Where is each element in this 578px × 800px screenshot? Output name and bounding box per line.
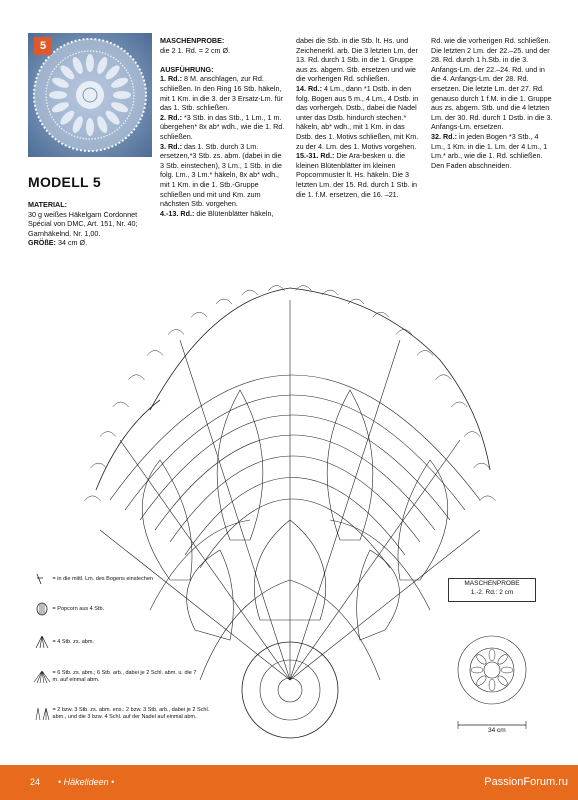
- round-1-label: 1. Rd.:: [160, 74, 182, 84]
- round-15-31-text: Die Ara-besken u. die kleinen Blütenblätter im kleinen Popcornmuster lt. Hs. häkeln. Die 3 letzten Lm. der 15. Rd. durch 1 Stb. in die 1. f.M. ersetzen, die 16. –21.: [296, 151, 418, 199]
- instructions-column-2: [296, 36, 422, 199]
- publication-name: • Häkelideen •: [58, 777, 115, 787]
- round-4-13-text: die Blütenblätter häkeln,: [194, 208, 274, 218]
- round-14-text: 4 Lm., dann *1 Dstb. in den folg. Bogen aus 5 m., 4 Lm., 4 Dstb. in das vorhergeh. Dstb., dabei die Nadel unter das Dstb. hindurch stechen.* häkeln, ab* wdh., mit 1 Km. in das Dstb. des 1. Motivs schließen, mit Km. zu der 4. Lm. des 1. Motivs vorgehen.: [296, 83, 419, 151]
- sample-heading: MASCHENPROBE:: [160, 36, 225, 45]
- round-3-text: das 1. Stb. durch 3 Lm. ersetzen,*3 Stb. zs. abm. (dabei in die 3 Stb. einstechen), 3 Lm., 1 Stb. in die folg. Lm., 3 Lm.* häkeln, 8x ab* wdh., mit 1 Km. in die 1. Stb.-Gruppe schließen und mit und Km. zum nächsten Stb. vorgehen.: [160, 141, 282, 209]
- cluster-4-icon: [33, 635, 51, 649]
- round-32-text: in jeden Bogen *3 Stb., 4 Lm., 1 Km. in die 1. Lm. der 4 Lm., 1 Lm.* arb., wie die 1. Rd. schließen. Den Faden abschneiden.: [431, 131, 548, 170]
- sample-text: die 2 1. Rd. = 2 cm Ø.: [160, 45, 231, 55]
- legend-text-4: = 6 Stb. zs. abm.; 6 Stb. arb., dabei je 2 Schl. abm. u. die 7 m. auf einmal abm.: [52, 670, 197, 683]
- gauge-sample-box: [448, 578, 536, 602]
- column-2-text: dabei die Stb. in die Stb. lt. Hs. und Zeichenerkl. arb. Die 3 letzten Lm. der 13. Rd. durch 1 Stb. in die 1. Gruppe aus zs. abgem. Stb. ersetzen und wie die vorherigen Rd. schließen.: [296, 36, 418, 84]
- round-4-13-label: 4.-13. Rd.:: [160, 208, 195, 218]
- legend-text-3: = 4 Stb. zs. abm.: [52, 638, 94, 645]
- round-32-label: 32. Rd.:: [431, 131, 457, 141]
- legend-item-3: [33, 635, 94, 649]
- legend-item-4: [33, 670, 203, 684]
- size-value: 34 cm Ø.: [55, 238, 88, 248]
- size-label: GRÖßE:: [28, 238, 56, 248]
- legend-item-5: [33, 707, 213, 721]
- instructions-column-3: [431, 36, 553, 170]
- legend-text-5: = 2 bzw. 3 Stb. zs. abm. ens.: 2 bzw. 3 Stb. arb., dabei je 2 Schl. abm., und die 3 bzw. 4 Schl. auf der Nadel auf einmal abm.: [52, 707, 210, 720]
- material-heading: MATERIAL:: [28, 200, 67, 209]
- site-watermark: PassionForum.ru: [484, 776, 568, 788]
- round-2-label: 2. Rd.:: [160, 112, 182, 122]
- round-15-31-label: 15.-31. Rd.:: [296, 151, 335, 161]
- instructions-column-1: [160, 36, 287, 218]
- legend-item-2: [33, 602, 104, 616]
- material-section: [28, 200, 152, 248]
- round-3-label: 3. Rd.:: [160, 141, 182, 151]
- legend-item-1: [33, 572, 153, 586]
- cluster-2-3-icon: [33, 707, 51, 721]
- footer-bar: [0, 765, 578, 800]
- diameter-label: 34 cm: [488, 727, 506, 734]
- column-3-text: Rd. wie die vorherigen Rd. schließen. Die letzten 2 Lm. der 22.–25. und der 28. Rd. durch 1 h.Stb. in die 3. Anfangs-Lm. der 22.–24. Rd. und in die 4. Anfangs-Lm. der 28. Rd. ersetzen. Die letzte Lm. der 27. Rd. genauso durch 1 f.M. in die 1. Gruppe aus zs. abgem. Stb. und die 4 letzten Lm. der 30. Rd. durch 1 Dstb. in die 3. Anfangs-Lm. ersetzen.: [431, 36, 553, 132]
- legend-text-1: = in die mittl. Lm. des Bogens einstechen: [52, 575, 153, 582]
- page-number: 24: [30, 777, 41, 787]
- round-1-text: 8 M. anschlagen, zur Rd. schließen. In den Ring 16 Stb. häkeln, mit 1 Km. in die 3. der 3 Ersatz-Lm. für das 1. Stb. schließen.: [160, 74, 284, 113]
- gauge-sample-subtitle: 1.-2. Rd.: 2 cm: [470, 589, 514, 596]
- gauge-sample-title: MASCHENPROBE: [464, 580, 520, 587]
- popcorn-icon: [33, 602, 51, 616]
- cluster-6-icon: [33, 670, 51, 684]
- material-text: 30 g weißes Häkelgarn Cordonnet Spécial von DMC, Art. 151, Nr. 40; Garnhäkelnd. Nr. 1,00.: [28, 209, 138, 238]
- round-14-label: 14. Rd.:: [296, 83, 322, 93]
- model-number-badge: 5: [34, 37, 52, 55]
- stitch-into-chain-icon: [33, 572, 51, 586]
- execution-heading: AUSFÜHRUNG:: [160, 64, 214, 74]
- crochet-chart: [0, 280, 578, 760]
- round-2-text: *3 Stb. in das Stb., 1 Lm., 1 m. übergehen* 8x ab* wdh., wie die 1. Rd. schließen.: [160, 112, 285, 141]
- legend-text-2: = Popcorn aus 4 Stb.: [52, 605, 105, 612]
- model-title: MODELL 5: [28, 174, 101, 190]
